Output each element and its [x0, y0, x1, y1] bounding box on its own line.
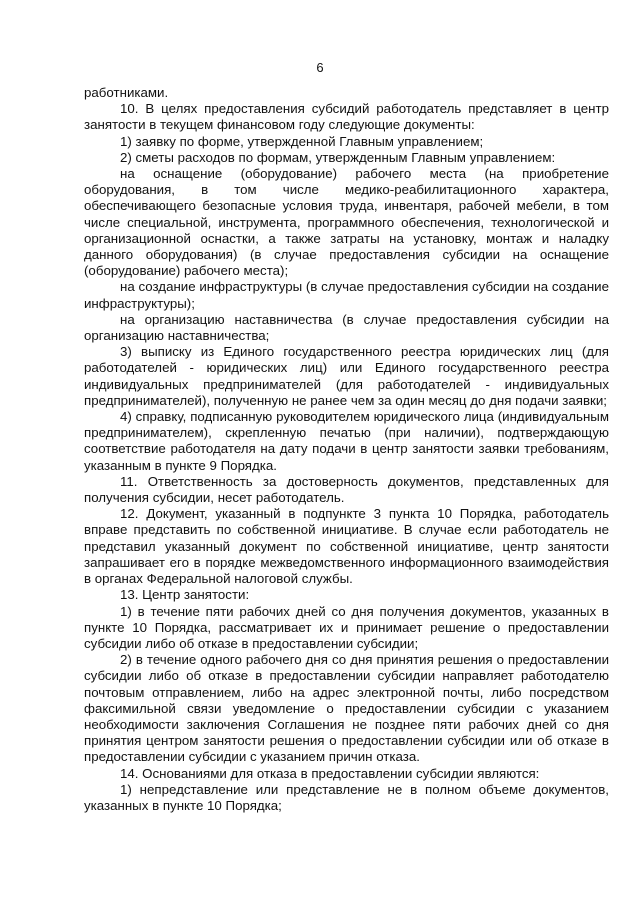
paragraph-subitem-13-2: 2) в течение одного рабочего дня со дня принятия решения о предоставлении субсидии либо об отказе в предоставлении субсидии направляет работодателю почтовым отправлением, либо на адрес электронной почты, либо посредством факсимильной связи уведомление о предоставлении субсидии с указанием необходимости заключения Соглашения не позднее пяти рабочих дней со дня принятия центром занятости решения о предоставлении субсидии или об отказе в предоставлении субсидии с указанием причин отказа.	[84, 652, 609, 765]
paragraph-item-12: 12. Документ, указанный в подпункте 3 пункта 10 Порядка, работодатель вправе представить по собственной инициативе. В случае если работодатель не представил указанный документ по собственной инициативе, центр занятости запрашивает его в порядке межведомственного информационного взаимодействия в органах Федеральной налоговой службы.	[84, 506, 609, 587]
paragraph-item-13: 13. Центр занятости:	[120, 587, 250, 603]
paragraph-estimate-mentoring: на организацию наставничества (в случае предоставления субсидии на организацию наставничества;	[84, 311, 609, 344]
paragraph-subitem-10-3: 3) выписку из Единого государственного реестра юридических лиц (для работодателей - юридических лиц) или Единого государственного реестра индивидуальных предпринимателей (для работодателей - индивидуальных предпринимателей), полученную не ранее чем за один месяц до дня подачи заявки;	[84, 344, 609, 408]
paragraph-item-14: 14. Основаниями для отказа в предоставлении субсидии являются:	[120, 765, 540, 781]
paragraph-estimate-infrastructure: на создание инфраструктуры (в случае предоставления субсидии на создание инфраструктуры);	[84, 279, 609, 311]
paragraph-subitem-14-1: 1) непредставление или представление не в полном объеме документов, указанных в пункте 10 Порядка;	[84, 781, 609, 813]
page-number: 6	[316, 60, 324, 75]
paragraph-subitem-10-2: 2) сметы расходов по формам, утвержденным Главным управлением:	[120, 149, 556, 165]
paragraph-item-10: 10. В целях предоставления субсидий работодатель представляет в центр занятости в текущем финансовом году следующие документы:	[84, 101, 609, 133]
paragraph-subitem-10-1: 1) заявку по форме, утвержденной Главным управлением;	[120, 133, 484, 149]
paragraph-subitem-13-1: 1) в течение пяти рабочих дней со дня получения документов, указанных в пункте 10 Порядка, рассматривает их и принимает решение о предоставлении субсидии либо об отказе в предоставлении субсидии;	[84, 603, 609, 651]
paragraph-estimate-equipment: на оснащение (оборудование) рабочего места (на приобретение оборудования, в том числе медико-реабилитационного характера, обеспечивающего безопасные условия труда, инвентаря, рабочей мебели, в том числе специальной, инструмента, программного обеспечения, технологической и организационной оснастки, а также затраты на установку, монтаж и наладку данного оборудования) (в случае предоставления субсидии на оснащение (оборудование) рабочего места);	[84, 166, 609, 279]
paragraph-subitem-10-4: 4) справку, подписанную руководителем юридического лица (индивидуальным предпринимателем), скрепленную печатью (при наличии), подтверждающую соответствие работодателя на дату подачи в центр занятости заявки требованиям, указанным в пункте 9 Порядка.	[84, 409, 609, 473]
paragraph-item-11: 11. Ответственность за достоверность документов, представленных для получения субсидии, несет работодатель.	[84, 473, 609, 506]
paragraph-continuation: работниками.	[84, 85, 169, 100]
document-body	[84, 85, 609, 814]
